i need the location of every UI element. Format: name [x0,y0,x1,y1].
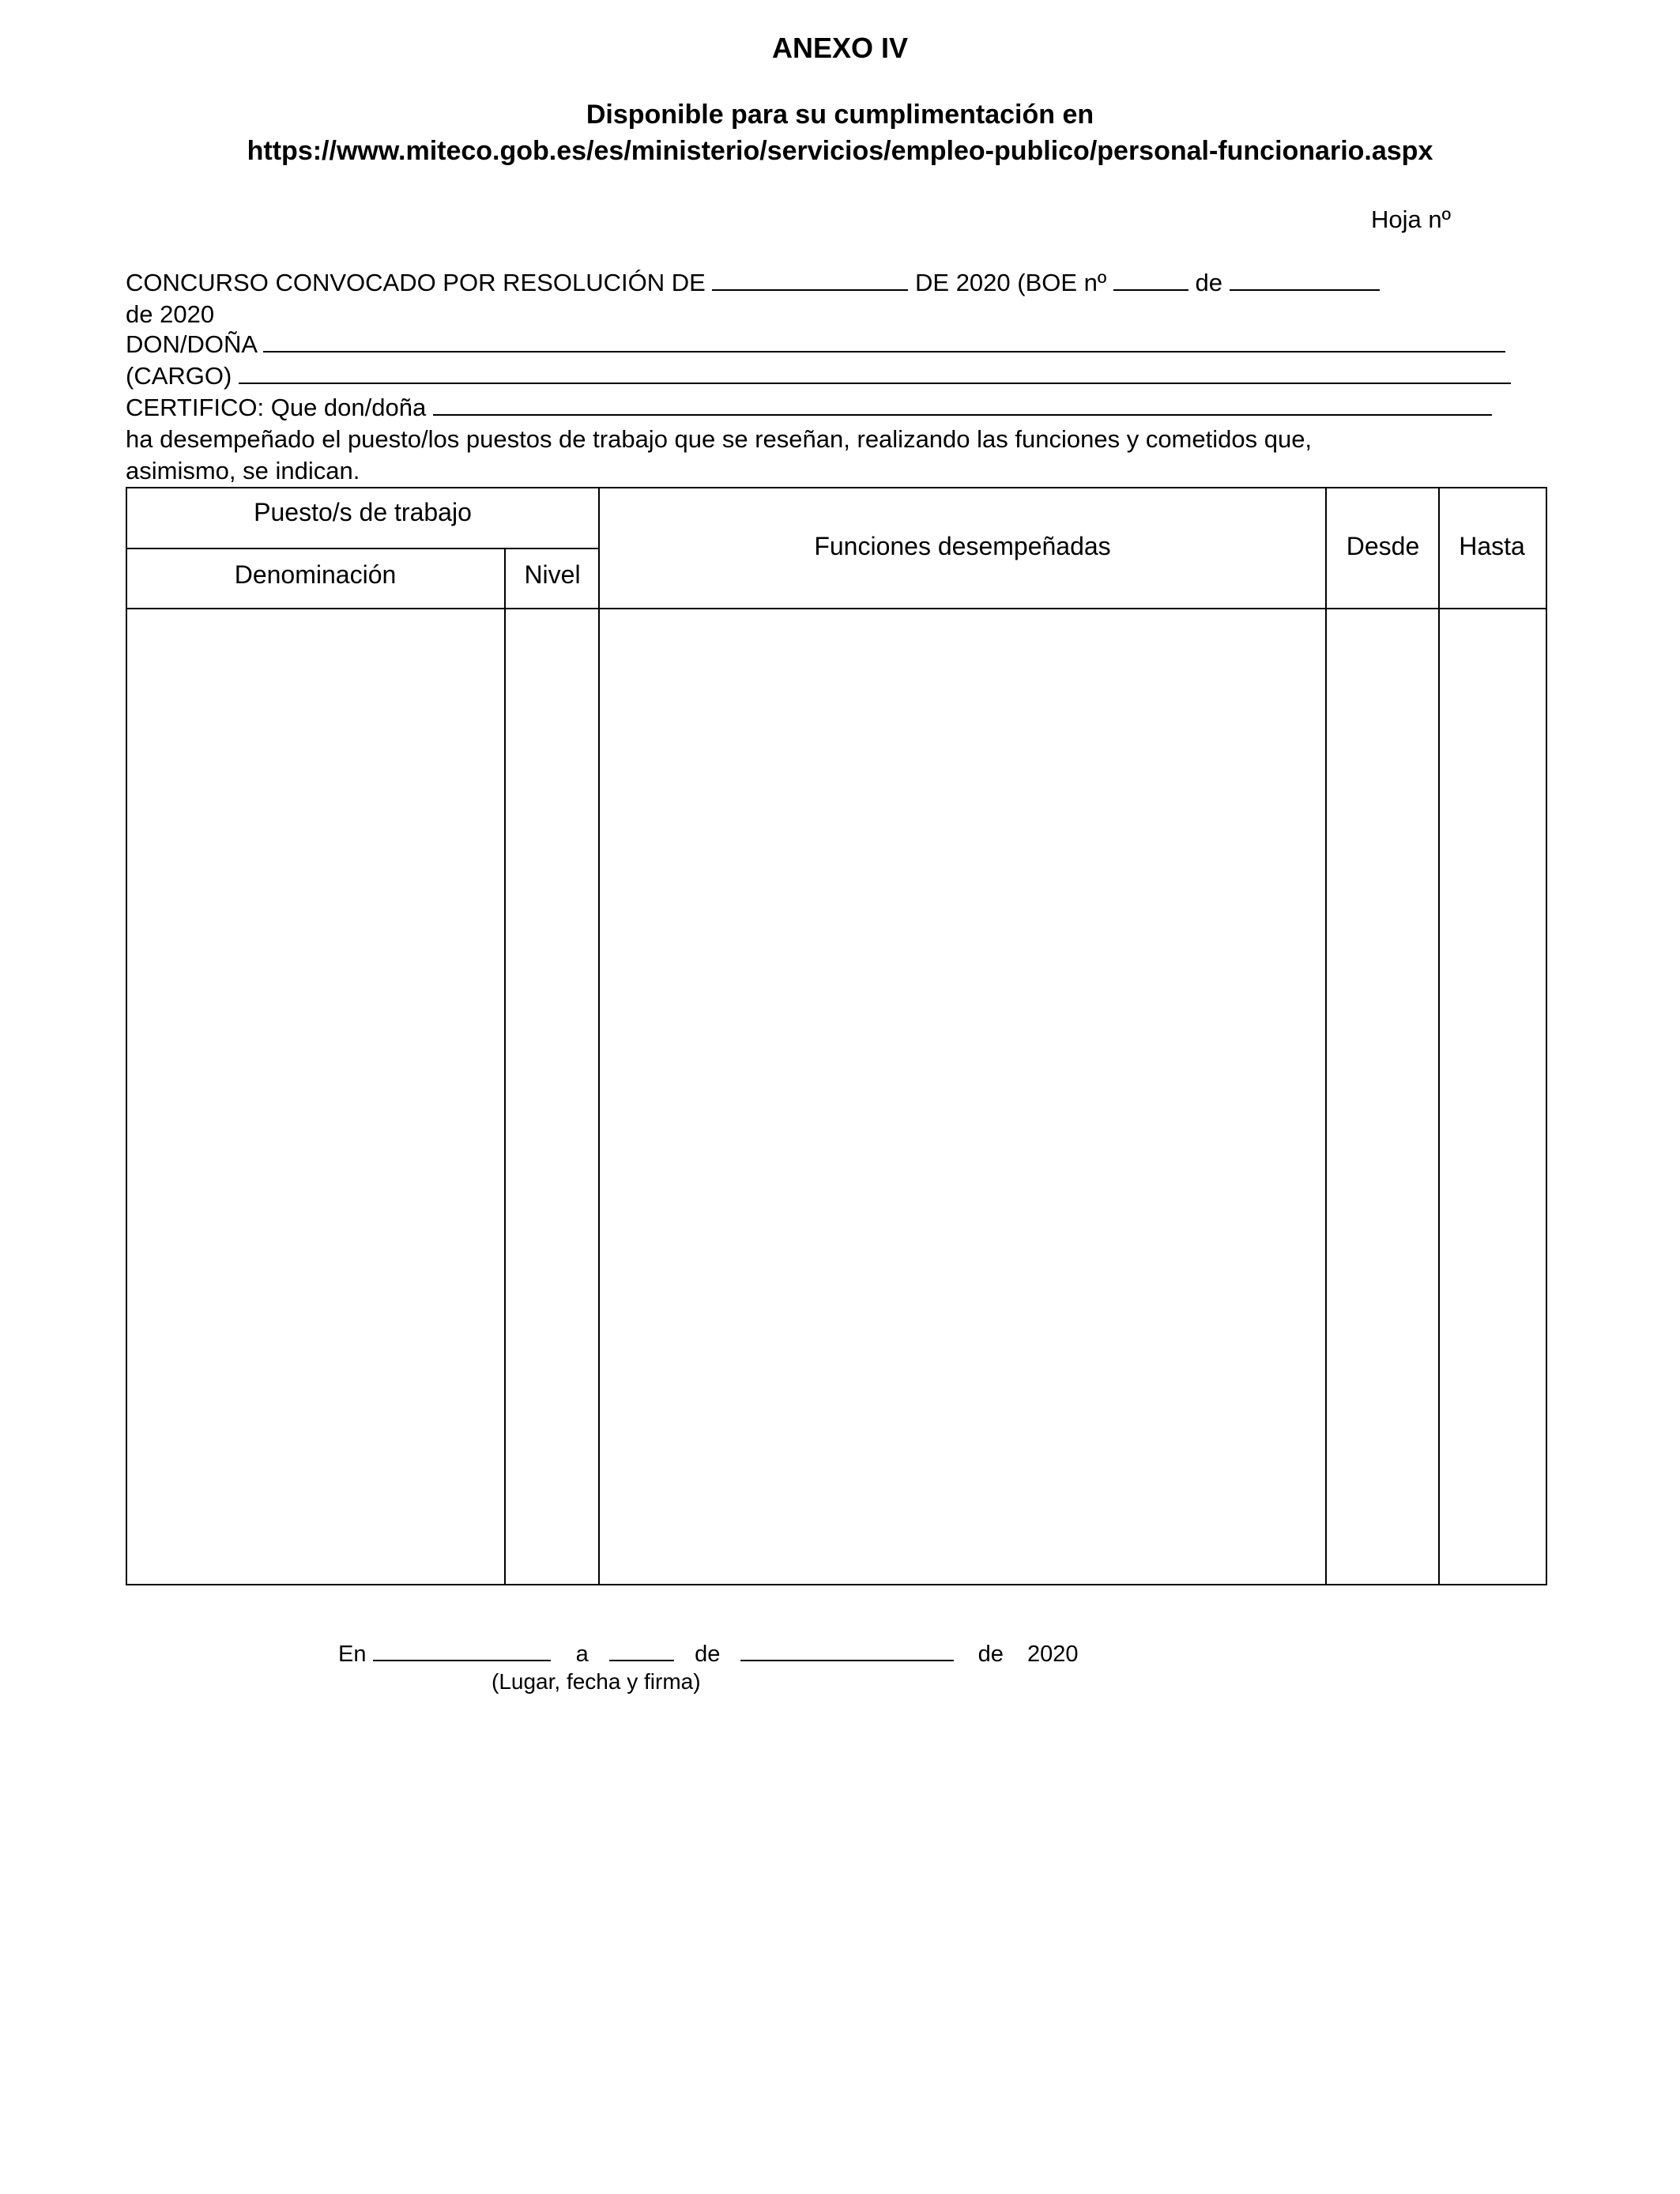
a-label: a [575,1642,589,1667]
cargo-field[interactable] [239,362,1511,384]
de-label-2: de [977,1642,1004,1667]
cell-desde[interactable] [1327,609,1438,1582]
form-url[interactable]: https://www.miteco.gob.es/es/ministerio/servicios/empleo-publico/personal-funcionario.aspx [247,136,1433,166]
signature-caption: (Lugar, fecha y firma) [492,1669,701,1694]
en-label: En [338,1642,367,1667]
de-label-1: de [695,1642,721,1667]
resolution-date-field[interactable] [712,269,908,291]
header-puestos: Puesto/s de trabajo [254,498,472,526]
resolution-year-line: de 2020 [126,300,215,328]
cell-hasta[interactable] [1440,609,1544,1582]
header-desde: Desde [1346,532,1420,560]
annex-title: ANEXO IV [771,32,909,64]
header-hasta: Hasta [1459,532,1525,560]
header-nivel: Nivel [524,560,581,589]
cargo-line [126,362,1511,390]
month-field[interactable] [740,1641,954,1661]
resolution-label: CONCURSO CONVOCADO POR RESOLUCIÓN DE [126,269,706,296]
cell-nivel[interactable] [506,609,598,1582]
signature-line [338,1641,1078,1668]
resolution-year-label: DE 2020 (BOE nº [915,269,1107,296]
cargo-label: (CARGO) [126,362,232,390]
table-group-divider [126,548,600,549]
header-funciones: Funciones desempeñadas [814,532,1111,560]
boe-de-label: de [1195,269,1222,296]
sheet-number-label: Hoja nº [1371,205,1451,233]
cell-denominacion[interactable] [127,609,504,1582]
header-denominacion: Denominación [234,560,397,589]
certifico-label: CERTIFICO: Que don/doña [126,394,427,421]
certified-person-field[interactable] [433,394,1492,416]
boe-number-field[interactable] [1113,269,1188,291]
don-line [126,330,1505,359]
cell-funciones[interactable] [600,609,1325,1582]
don-label: DON/DOÑA [126,330,257,358]
boe-date-field[interactable] [1230,269,1380,291]
availability-line: Disponible para su cumplimentación en [586,100,1094,130]
day-field[interactable] [609,1641,674,1661]
year-label: 2020 [1026,1642,1079,1667]
certifico-line [126,394,1492,422]
don-name-field[interactable] [263,330,1505,352]
certification-text-1: ha desempeñado el puesto/los puestos de trabajo que se reseñan, realizando las funciones y cometidos que, [126,425,1313,453]
place-field[interactable] [373,1641,551,1661]
certification-text-2: asimismo, se indican. [126,457,360,484]
resolution-line [126,269,1380,297]
